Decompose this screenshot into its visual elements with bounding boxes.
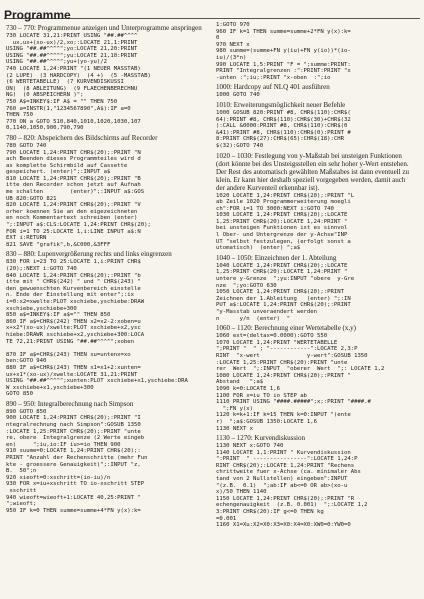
code-listing: 830 FOR i=23 TO 25:LOCATE 1,i:PRINT CHR$ (20);:NEXT i:GOTO 740 840 LOCATE 1,24:PRINT CHR$(20);:PRINT "b itte mit " CHR$(242) " und " CHR$(243) " den gewuenschten Kurvenbereich einstelle n. Ende der Einstellung mit enter";:ix i=0:x2=xwelte:PLOT xschiebe,yschiebe:DRAW xschiebe,yschiebe+300 850 a$=INKEY$:IF a$="" THEN 850 860 IF a$=CHR$(242) THEN x2=x2-2:xoben=u x+x2*(xo-ux)/xwelte:PLOT xschiebe+x2,ysc hiebe:DRAWR xschiebe+x2,yschiebe+300:LOCA TE 72,21:PRINT USING "##.##^^^^";xoben 870 IF a$=CHR$(243) THEN xu=untenx=xo ben:GOTO 940 880 IF a$=CHR$(243) THEN x1=x1+2:xunten= ux+x1*(xo-ux)/xwelte:LOCATE 31,21:PRINT USING "##.##^^^^";xunten:PLOT xschiebe+x1,yschiebe:DRA W xschiebe+x1,yschiebe+300 GOTO 850	[6, 259, 188, 398]
section-caption: 1000: Hardcopy auf NLQ 401 ausführen	[216, 83, 330, 92]
code-listing: 890 GOTO 850 900 LOCATE 1,24:PRINT CHR$(20);:PRINT "I ntegralrechnung nach Simpson":GOSUB 1350 :LOCATE 1,25:PRINT CHR$(20);:PRINT "unte re, obere Integralgrenze (2 Werte eingeb en) ";iu,io:IF iu>=io THEN 900 910 suume=0:LOCATE 1,24:PRINT CHR$(20);: PRINT "Anzahl der Rechenschritte (mehr Fun kte - groessere Genauigkeit)";:INPUT "z, B. 50";n 920 xieoft=0:xschritt=(io-iu)/n 930 FOR x=iu+xschritt TO io-xschritt STEP xschritt 940 wieoft=wieoft+1:LOCATE 40,25:PRINT " ";wieoft; 950 IF k=0 THEN summe=summe+4*FN y(x):k=	[6, 408, 148, 514]
section-caption: 1060 – 1120: Berechnung einer Wertetabelle (x,y)	[216, 324, 356, 333]
section-caption: 780 – 820: Abspeichern des Bildschirms auf Recorder	[6, 133, 158, 142]
code-listing: 1130 NEXT x:GOTO 740 1140 LOCATE 1,1:PRINT " Kurvendiskussion ":PRINT " ----------------":LOCATE 1,24:P RINT CHR$(20);:LOCATE 1,24:PRINT "Rechens chrittweite fuer x-Achse (ca. minimaler Abs tand von 2 Nullstellen) eingeben":INPUT "(z.B. 0.1) ";ab:IF ab<=0 OR ab>(xo-u x)/50 THEN 1140 1150 LOCATE 1,24:PRINT CHR$(20);:PRINT "R echengenauigkeit (z.B. 0.001) ";:LOCATE 1,2 3:PRINT CHR$(20):IF g<=0 THEN kg =0.001 1160 X1=Xu:X2=X0:X3=X0:X4=X0:XW0=0:YW0=0	[216, 443, 368, 529]
code-listing: 1000 GOTO 740	[216, 92, 260, 99]
code-listing: 780 GOTO 740 790 LOCATE 1,24:PRINT CHR$(20);:PRINT "N ach Beenden dieses Programmteiles wird d as komplette Schirmbild auf Cassette gespeichert. (enter)";:INPUT a$ 810 LOCATE 1,24:PRINT CHR$(20);:PRINT "B itte den Recorder schon jetzt auf Aufnah me schalten (enter)";:INPUT a$:GOS UB 820:GOTO 821 820 LOCATE 1,24:PRINT CHR$(20);:PRINT "V orher koennen Sie an den eigezeichneten en noch Kommentartext schreiben (enter) ";:INPUT a$:CLS:LOCATE 1,24:PRINT CHR$(20); FOR i=1 TO 25:LOCATE 1,i:LINE INPUT a$:N EXT i:RETURN 821 SAVE "grafik",b,&C000,&3FFF	[6, 142, 151, 248]
section-caption: 1040 – 1050: Einzeichnen der 1. Abteilung	[216, 253, 337, 262]
left-column	[6, 22, 204, 596]
code-listing: 730 LOCATE 31,21:PRINT USING "##.##^^^^ ux,ux+(xo-ux)/2,xo;:LOCATE 21,1:PRINT USING "##.##^^^^";yo:LOCATE 21,20:PRINT USING "##.##^^^^";yu:LOCATE 21,10:PRINT USING "##.##^^^^";yu+(yo-yu)/2 740 LOCATE 1,24:PRINT "(1 NEUER MASSTAB) (2 LUPE) (3 HARDCOPY) (4 +) (5 -MASSTAB) (6 WERTETABELLE) (7 KURVENDISKUSSI ON) (8 ABLEITUNG) (9 FLAECHENBERECHNU NG) (0 ABSPEICHERN )"; 750 A$=INKEY$:IF A$ = "" THEN 750 760 a=INSTR(1,"1234567890",A$):IF a=0 THEN 750 770 ON a GOTO 510,840,1010,1020,1030,107 0,1140,1050,900,790,790	[6, 33, 151, 132]
section-caption: 1020 – 1030: Festlegung von y-Maßstab bei unsteigen Funktionen (dort könnte bei des Unsteigsstellen ein sehr hoher y-Wert entstehen. Der Rest des automatisch gewählten Maßstabes ist dann eventuell zu klein. Er kann hier deshalb speziell vorgegeben werden, damit auch der andere Kurventeil erkennbar ist).	[216, 151, 410, 192]
code-listing: 1060 ext=(deltax=0.0000):GOTO 550 1070 LOCATE 1,24:PRINT "WERTETABELLE ";PRINT " " ; "------------":LOCATE 2,3:P RINT "x-wert y-wert":GOSUB 1350 :LOCATE 1,25:PRINT CHR$(20):PRINT "unte rer Wert ";:INPUT "oberer Wert ";: LOCATE 1,2 1080 LOCATE 1,24:PRINT CHR$(20);:PRINT " Abstand ";a$ 1090 k=0:LOCATE 1,6 1100 FOR x=iu TO io STEP ab 1110 PRINT USING "####.#####";x;:PRINT "####.# ";FN y(x) 1120 k=k+1:IF k=15 THEN k=0:INPUT "(ente r) ";a$:GOSUB 1350:LOCATE 1,6 1130 NEXT x	[216, 333, 385, 432]
page-header	[4, 4, 420, 22]
code-listing: 1000 GOSUB 820:PRINT #8, CHR$(110):CHR$( 64):PRINT #8, CHR$(110):CHR$(30)+CHR$(32 ):CALL &0000:PRINT #8, CHR$(110):CHR$(0 &41):PRINT #8, CHR$(110):CHR$(0):PRINT # 8:PRINT CHR$(27):CHR$(65):CHR$(18):CHR $(32):GOTO 740	[216, 109, 351, 149]
right-column	[216, 22, 414, 596]
section-caption: 1010: Erweiterungsmöglichkeit neuer Befehle	[216, 100, 346, 109]
section-caption: 890 – 950: Integralberechnung nach Simpson	[6, 399, 134, 408]
code-listing: 1020 LOCATE 1,24:PRINT CHR$(20);:PRINT "L ab Zeile 1020 Programmerweiterung moegli ch":FOR i=1 TO 3000:NEXT i:GOTO 740 1030 LOCATE 1,24:PRINT CHR$(20);:LOCATE 1,25:PRINT CHR$(20):LOCATE 1,24:PRINT " bei unsteigen Funktionen ist es sinnvol l Ober- und Untergrenze der y-Achse"INP UT "selbst festzulegen, (erfolgt sonst a utomatisch) (enter) ";a$	[216, 192, 355, 252]
section-caption: 830 – 880: Lupenvergrößerung rechts und links eingrenzen	[6, 250, 172, 259]
section-caption: 1130 – 1270: Kurvendiskussion	[216, 434, 305, 443]
section-caption: 730 – 770: Programmenue anzeigen und Unterprogramme anspringen	[6, 24, 202, 32]
page-title: Programme	[4, 8, 71, 22]
code-listing: 1040 LOCATE 1,24:PRINT CHR$(20);:LOCATE 1,25:PRINT CHR$(20):LOCATE 1,24:PRINT " untere y-Grenze ";yu:INPUT "obere y-Gre nze ";yo:GOTO 630 1050 LOCATE 1,24:PRINT CHR$(20);:PRINT Zeichnen der 1.Ableitung (enter) ";:IN PUT a$:LOCATE 1,24:PRINT CHR$(20);:PRINT "y-Masstab unveraendert werden n y/n (enter) "	[216, 262, 355, 322]
code-listing: 1:GOTO 970 960 IF k=1 THEN summe=summe+2*FN y(x):k= 0 970 NEXT x 980 summe=(summe+FN y(iu)+FN y(io))*(io- iu)/(3*n) 990 LOCATE 1,5:PRINT "F = ";summe:PRINT: PRINT "Integralgrenzen :":PRINT:PRINT "x -unten :";iu;:PRINT "x-oben :";io	[216, 22, 351, 81]
